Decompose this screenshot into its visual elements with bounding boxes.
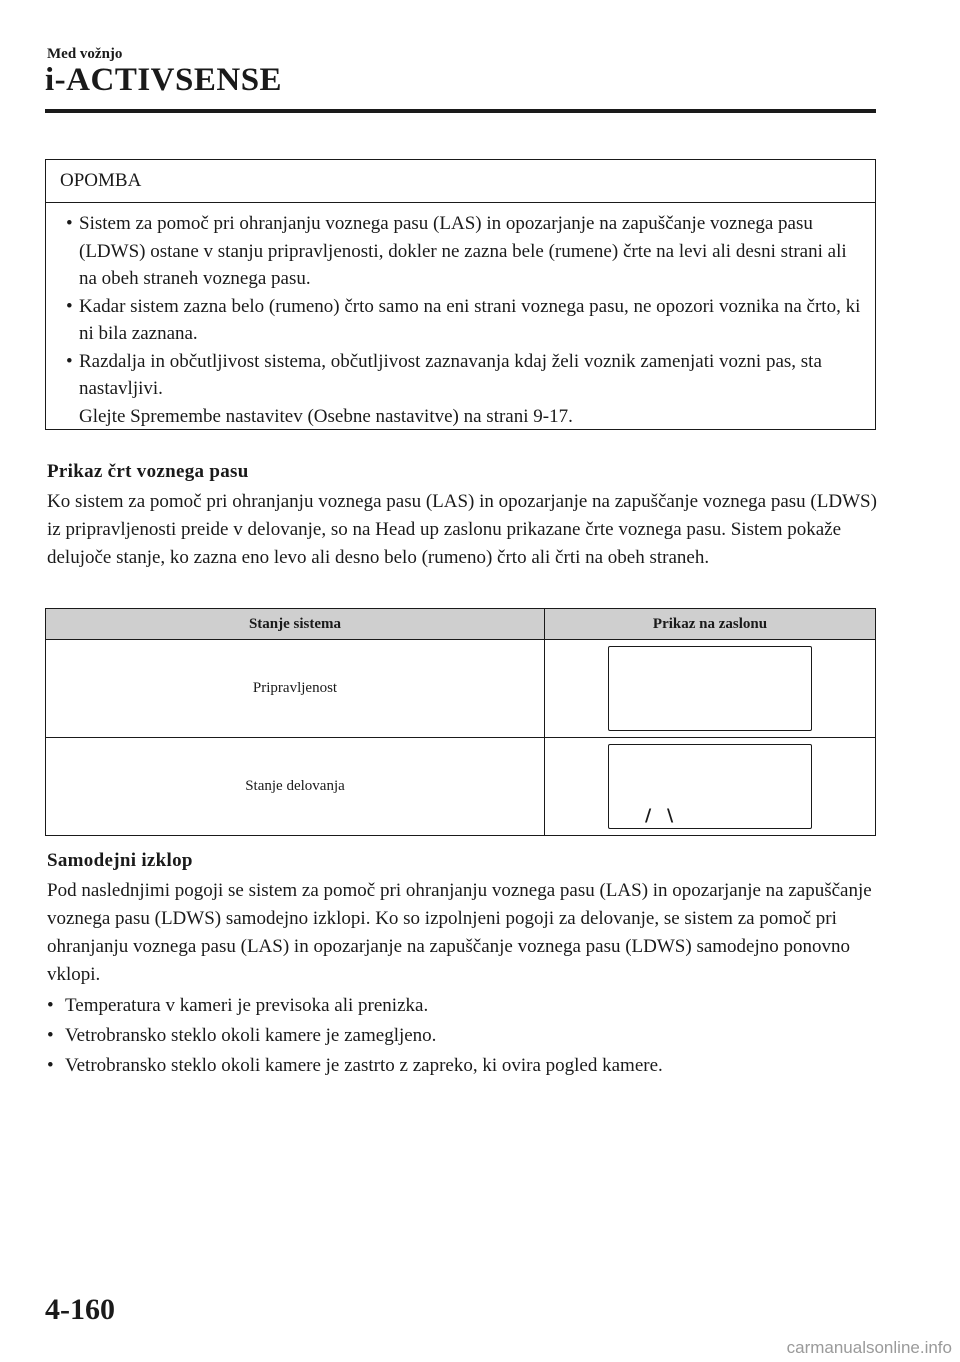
note-item-text: Razdalja in občutljivost sistema, občutljivost zaznavanja kdaj želi voznik zamenjati vozni pas, sta nastavljivi. bbox=[79, 350, 822, 399]
list-item-text: Vetrobransko steklo okoli kamere je zastrto z zapreko, ki ovira pogled kamere. bbox=[65, 1055, 663, 1076]
bullet-icon: • bbox=[47, 995, 54, 1016]
note-item-text: Kadar sistem zazna belo (rumeno) črto samo na eni strani voznega pasu, ne opozori voznika na črto, ki ni bila zaznana. bbox=[79, 295, 861, 344]
note-item bbox=[66, 293, 866, 348]
left-lane-line-icon: / bbox=[645, 806, 652, 826]
table-cell-state: Pripravljenost bbox=[46, 640, 545, 738]
page-number: 4-160 bbox=[45, 1293, 115, 1326]
list-item bbox=[47, 991, 663, 1021]
note-list bbox=[66, 210, 866, 430]
auto-off-heading: Samodejni izklop bbox=[47, 850, 193, 871]
watermark: carmanualsonline.info bbox=[786, 1338, 952, 1357]
table-header-display: Prikaz na zaslonu bbox=[545, 609, 876, 640]
bullet-icon: • bbox=[47, 1025, 54, 1046]
note-item-text: Sistem za pomoč pri ohranjanju voznega pasu (LAS) in opozarjanje na zapuščanje voznega pasu (LDWS) ostane v stanju pripravljenosti, dokler ne zazna bele (rumene) črte na levi ali desni strani ali na obeh straneh voznega pasu. bbox=[79, 213, 847, 289]
list-item-text: Temperatura v kameri je previsoka ali prenizka. bbox=[65, 995, 429, 1016]
note-item bbox=[66, 348, 866, 431]
lane-display-paragraph: Ko sistem za pomoč pri ohranjanju voznega pasu (LAS) in opozarjanje na zapuščanje voznega pasu (LDWS) iz pripravljenosti preide v delovanje, so na Head up zaslonu prikazane črte voznega pasu. Sistem pokaže delujoče stanje, ko zazna eno levo ali desno belo (rumeno) črto ali črti na obeh straneh. bbox=[47, 491, 877, 568]
status-table bbox=[45, 608, 876, 836]
chapter-title: i-ACTIVSENSE bbox=[45, 62, 283, 98]
note-reference: Glejte Spremembe nastavitev (Osebne nastavitve) na strani 9-17. bbox=[79, 405, 573, 427]
auto-off-list bbox=[47, 991, 663, 1081]
auto-off-paragraph: Pod naslednjimi pogoji se sistem za pomoč pri ohranjanju voznega pasu (LAS) in opozarjanje na zapuščanje voznega pasu (LDWS) samodejno izklopi. Ko so izpolnjeni pogoji za delovanje, se sistem za pomoč pri ohranjanju voznega pasu (LAS) in opozarjanje na zapuščanje voznega pasu (LDWS) samodejno ponovno vklopi. bbox=[47, 880, 872, 985]
right-lane-line-icon: \ bbox=[667, 806, 674, 826]
table-header-state: Stanje sistema bbox=[46, 609, 545, 640]
list-item bbox=[47, 1021, 663, 1051]
bullet-icon: • bbox=[47, 1055, 54, 1076]
header-rule bbox=[45, 109, 876, 113]
table-row bbox=[46, 738, 876, 836]
table-cell-display bbox=[545, 738, 876, 836]
note-divider bbox=[46, 202, 875, 203]
note-title: OPOMBA bbox=[60, 170, 142, 191]
note-box bbox=[45, 159, 876, 430]
bullet-icon: • bbox=[66, 213, 73, 234]
bullet-icon: • bbox=[66, 350, 73, 372]
section-label: Med vožnjo bbox=[47, 46, 123, 62]
hud-display-active bbox=[608, 744, 812, 829]
bullet-icon: • bbox=[66, 295, 73, 317]
table-row bbox=[46, 640, 876, 738]
table-cell-state: Stanje delovanja bbox=[46, 738, 545, 836]
list-item bbox=[47, 1051, 663, 1081]
hud-display-standby bbox=[608, 646, 812, 731]
note-item bbox=[66, 210, 866, 293]
table-cell-display bbox=[545, 640, 876, 738]
list-item-text: Vetrobransko steklo okoli kamere je zamegljeno. bbox=[65, 1025, 437, 1046]
lane-display-heading: Prikaz črt voznega pasu bbox=[47, 461, 249, 482]
